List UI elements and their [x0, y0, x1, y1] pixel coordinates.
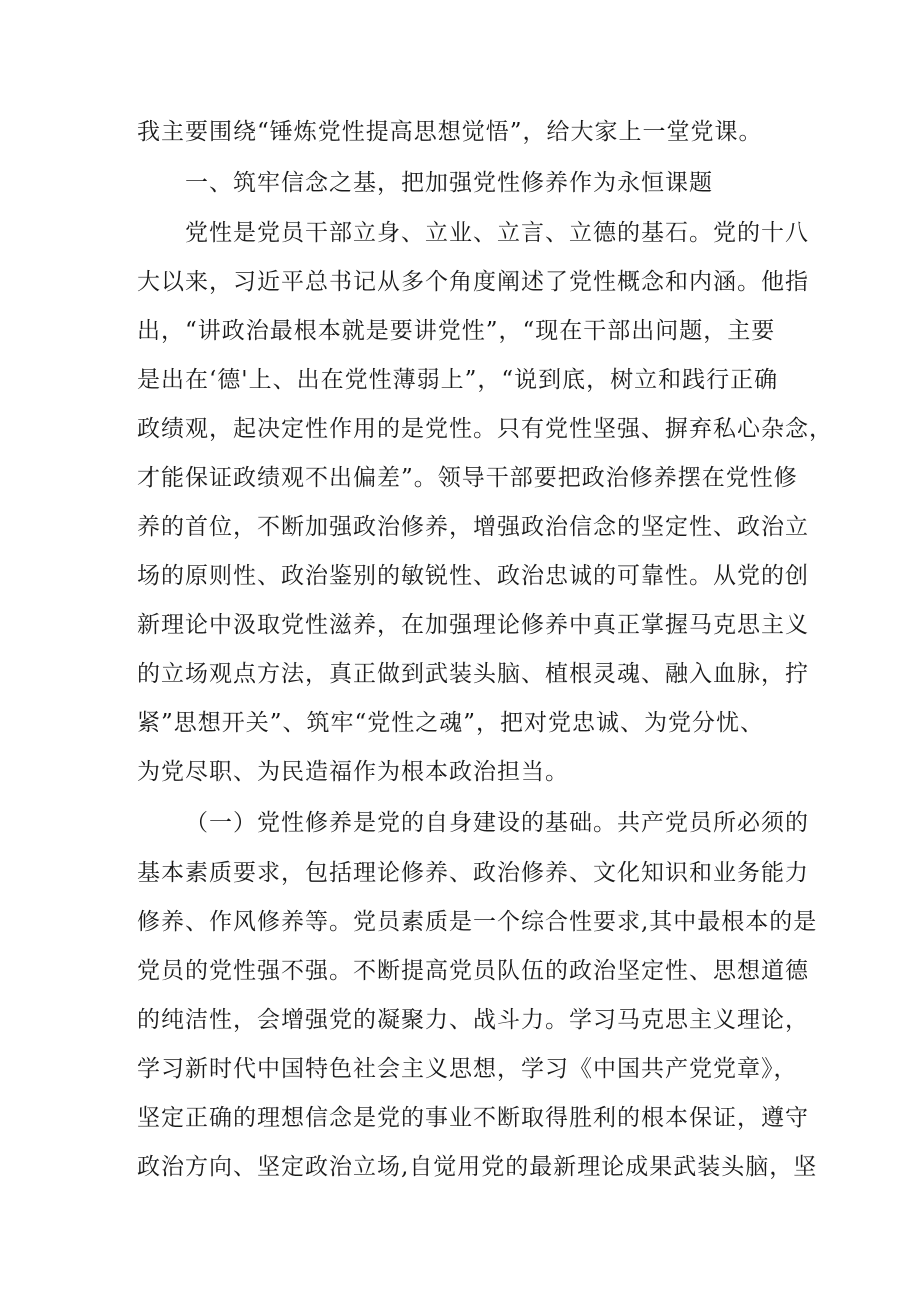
text-line: 才能保证政绩观不出偏差”。领导干部要把政治修养摆在党性修	[137, 465, 798, 491]
text-line: 修养、作风修养等。党员素质是一个综合性要求,其中最根本的是	[137, 909, 818, 935]
text-line: 出，“讲政治最根本就是要讲党性”，“现在干部出问题，主要	[137, 318, 776, 344]
text-line: 学习新时代中国特色社会主义思想，学习《中国共产党党章》，	[137, 1056, 798, 1082]
section-heading: 一、筑牢信念之基，把加强党性修养作为永恒课题	[185, 170, 713, 196]
text-line: 基本素质要求，包括理论修养、政治修养、文化知识和业务能力	[137, 860, 809, 886]
text-line: 政绩观，起决定性作用的是党性。只有党性坚强、摒弃私心杂念，	[137, 416, 833, 442]
text-line: 是出在‘德'上、出在党性薄弱上”，“说到底，树立和践行正确	[137, 367, 779, 393]
text-line: 的立场观点方法，真正做到武装头脑、植根灵魂、融入血脉，拧	[137, 661, 809, 687]
text-line: 为党尽职、为民造福作为根本政治担当。	[137, 759, 569, 785]
text-line: 党性是党员干部立身、立业、立言、立德的基石。党的十八	[185, 220, 809, 246]
text-line: 党员的党性强不强。不断提高党员队伍的政治坚定性、思想道德	[137, 958, 809, 984]
text-line: （一）党性修养是党的自身建设的基础。共产党员所必须的	[185, 810, 809, 836]
text-line: 大以来，习近平总书记从多个角度阐述了党性概念和内涵。他指	[137, 269, 809, 295]
text-line: 的纯洁性，会增强党的凝聚力、战斗力。学习马克思主义理论，	[137, 1007, 809, 1033]
text-line: 场的原则性、政治鉴别的敏锐性、政治忠诚的可靠性。从党的创	[137, 563, 809, 589]
text-line: 养的首位，不断加强政治修养，增强政治信念的坚定性、政治立	[137, 514, 809, 540]
text-line: 新理论中汲取党性滋养，在加强理论修养中真正掌握马克思主义	[137, 612, 809, 638]
text-line: 政治方向、坚定政治立场,自觉用党的最新理论成果武装头脑，坚	[137, 1154, 818, 1180]
text-line: 我主要围绕“锤炼党性提高思想觉悟”，给大家上一堂党课。	[137, 119, 763, 145]
text-line: 坚定正确的理想信念是党的事业不断取得胜利的根本保证，遵守	[137, 1105, 809, 1131]
text-line: 紧”思想开关”、筑牢“党性之魂”，把对党忠诚、为党分忧、	[137, 710, 765, 736]
